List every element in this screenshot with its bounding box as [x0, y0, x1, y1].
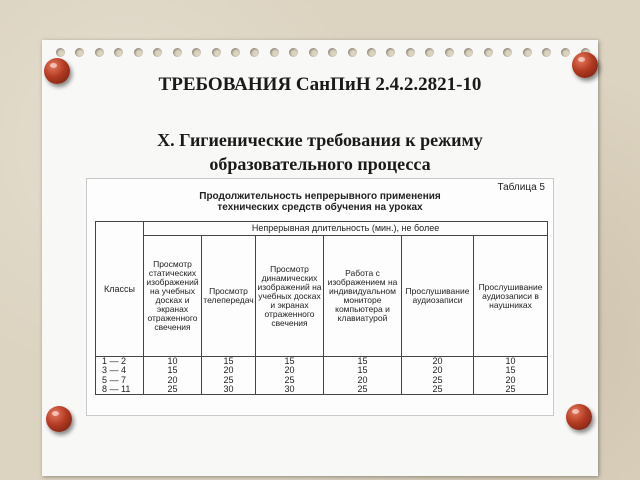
- table-cell: 25: [324, 385, 402, 395]
- table-heading-line: технических средств обучения на уроках: [217, 202, 423, 213]
- table-cell: 5 — 7: [96, 376, 144, 386]
- slide-subtitle: X. Гигиенические требования к режиму образовательного процесса: [157, 130, 483, 174]
- column-header: Просмотр телепередач: [202, 236, 256, 357]
- table-cell: 8 — 11: [96, 385, 144, 395]
- punch-hole: [445, 48, 454, 57]
- table-cell: 20: [474, 376, 548, 386]
- pushpin-icon: [566, 404, 592, 430]
- punch-hole: [425, 48, 434, 57]
- punch-hole: [561, 48, 570, 57]
- table-cell: 25: [402, 376, 474, 386]
- punch-hole: [503, 48, 512, 57]
- punch-hole: [173, 48, 182, 57]
- table-cell: 20: [402, 357, 474, 367]
- punch-hole: [367, 48, 376, 57]
- punch-hole: [309, 48, 318, 57]
- column-header: Работа с изображением на индивидуальном мониторе компьютера и клавиатурой: [324, 236, 402, 357]
- punch-hole: [348, 48, 357, 57]
- table-cell: 20: [256, 366, 324, 376]
- table-cell: 25: [256, 376, 324, 386]
- table-row: [96, 366, 548, 376]
- table-cell: 1 — 2: [96, 357, 144, 367]
- punch-hole: [464, 48, 473, 57]
- table-cell: 15: [144, 366, 202, 376]
- table-cell: 10: [144, 357, 202, 367]
- punch-hole: [270, 48, 279, 57]
- table-cell: 15: [202, 357, 256, 367]
- punch-hole: [56, 48, 65, 57]
- punch-hole: [542, 48, 551, 57]
- punch-hole: [250, 48, 259, 57]
- punch-hole: [192, 48, 201, 57]
- punch-hole: [386, 48, 395, 57]
- table-cell: 10: [474, 357, 548, 367]
- pushpin-icon: [46, 406, 72, 432]
- table-row: [96, 385, 548, 395]
- table-cell: 20: [324, 376, 402, 386]
- punch-hole: [231, 48, 240, 57]
- group-header: Непрерывная длительность (мин.), не более: [144, 222, 548, 236]
- table-cell: 20: [402, 366, 474, 376]
- table-cell: 15: [324, 366, 402, 376]
- punch-hole: [289, 48, 298, 57]
- table-label: Таблица 5: [497, 182, 545, 193]
- table-scan: [86, 178, 554, 416]
- table-cell: 20: [202, 366, 256, 376]
- table-cell: 25: [474, 385, 548, 395]
- table-row: [96, 357, 548, 367]
- punch-hole: [95, 48, 104, 57]
- punch-hole: [153, 48, 162, 57]
- column-header: Прослушивание аудиозаписи в наушниках: [474, 236, 548, 357]
- slide-title: ТРЕБОВАНИЯ СанПиН 2.4.2.2821-10: [158, 74, 482, 95]
- column-header: Просмотр статических изображений на учебных досках и экранах отраженного свечения: [144, 236, 202, 357]
- punch-hole: [114, 48, 123, 57]
- table-heading: [87, 191, 553, 213]
- column-header-classes: Классы: [96, 222, 144, 357]
- table-heading-line: Продолжительность непрерывного применения: [199, 191, 441, 202]
- table-cell: 15: [474, 366, 548, 376]
- punch-hole: [212, 48, 221, 57]
- punch-hole: [484, 48, 493, 57]
- requirements-table: [95, 221, 548, 395]
- table-cell: 15: [324, 357, 402, 367]
- table-cell: 3 — 4: [96, 366, 144, 376]
- punch-hole: [75, 48, 84, 57]
- punch-hole: [134, 48, 143, 57]
- table-row: [96, 376, 548, 386]
- punch-hole: [328, 48, 337, 57]
- column-header: Прослушивание аудиозаписи: [402, 236, 474, 357]
- table-cell: 30: [202, 385, 256, 395]
- column-header: Просмотр динамических изображений на учебных досках и экранах отраженного свечения: [256, 236, 324, 357]
- punch-hole: [406, 48, 415, 57]
- table-cell: 20: [144, 376, 202, 386]
- table-cell: 25: [202, 376, 256, 386]
- table-cell: 15: [256, 357, 324, 367]
- table-cell: 30: [256, 385, 324, 395]
- punch-hole: [523, 48, 532, 57]
- table-cell: 25: [402, 385, 474, 395]
- table-cell: 25: [144, 385, 202, 395]
- punch-holes: [56, 48, 590, 58]
